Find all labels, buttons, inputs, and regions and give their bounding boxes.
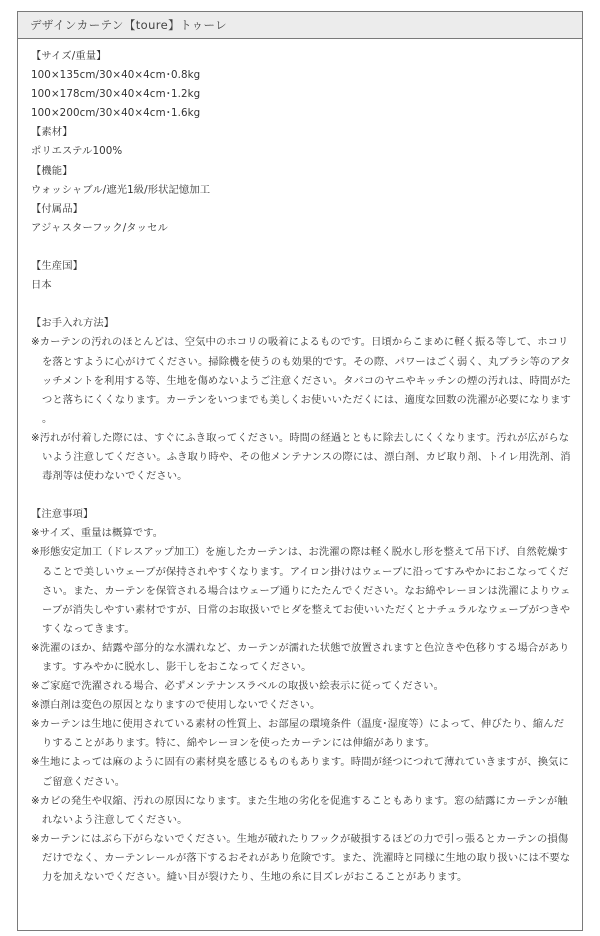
origin-heading: 【生産国】 [31, 260, 83, 273]
origin-value: 日本 [31, 279, 52, 292]
care-list [31, 333, 572, 486]
care-item: ※カーテンの汚れのほとんどは、空気中のホコリの吸着によるものです。日頃からこまめに軽く振る等して、ホコリを落とすように心がけてください。掃除機を使うのも効果的です。その際、パワーはごく弱く、丸ブラシ等のアタッチメントを利用する等、生地を傷めないようご注意ください。タバコのヤニやキッチンの煙の汚れは、時間がたつと落ちにくくなります。カーテンをいつまでも美しくお使いいただくには、適度な回数の洗濯が必要になります。 [31, 336, 572, 425]
care-item: ※汚れが付着した際には、すぐにふき取ってください。時間の経過とともに除去しにくくなります。汚れが広がらないよう注意してください。ふき取り時や、その他メンテナンスの際には、漂白剤、カビ取り剤、トイレ用洗剤、消毒剤等は使わないでください。 [31, 431, 571, 483]
product-details [18, 39, 582, 887]
spacer [31, 295, 572, 314]
accessory-heading: 【付属品】 [31, 202, 83, 215]
care-heading: 【お手入れ方法】 [31, 317, 115, 330]
caution-item: ※カーテンにはぶら下がらないでください。生地が破れたりフックが破損するほどの力で引っ張るとカーテンの損傷だけでなく、カーテンレールが落下するおそれがあり危険です。また、洗濯時と同様に生地の取り扱いには不要な力を加えないでください。縫い目が裂けたり、生地の糸に目ズレがおこることがあります。 [31, 832, 571, 884]
caution-item: ※サイズ、重量は概算です。 [31, 527, 164, 540]
material-heading: 【素材】 [31, 126, 73, 139]
caution-item: ※ご家庭で洗濯される場合、必ずメンテナンスラベルの取扱い絵表示に従ってください。 [31, 680, 444, 693]
material-value: ポリエステル100% [31, 145, 123, 158]
spacer [31, 486, 572, 505]
caution-item: ※形態安定加工（ドレスアップ加工）を施したカーテンは、お洗濯の際は軽く脱水し形を整えて吊下げ、自然乾燥することで美しいウェーブが保持されやすくなります。アイロン掛けはウェーブに沿ってすみやかにおこなってください。また、カーテンを保管される場合はウェーブ通りにたたんでください。なお綿やレーヨンは洗濯によりウェーブが消失しやすい素材ですが、日常のお取扱いでヒダを整えてお使いいただくとナチュラルなウェーブがつきやすくなってきます。 [31, 546, 571, 635]
cautions-list [31, 524, 572, 887]
function-value: ウォッシャブル/遮光1級/形状記憶加工 [31, 183, 211, 196]
product-title-bar [18, 12, 582, 39]
size-line: 100×200cm/30×40×4cm･1.6kg [31, 107, 201, 120]
accessory-value: アジャスターフック/タッセル [31, 221, 168, 234]
caution-item: ※生地によっては麻のように固有の素材臭を感じるものもあります。時間が経つにつれて薄れていきますが、換気にご留意ください。 [31, 756, 569, 788]
caution-item: ※漂白剤は変色の原因となりますので使用しないでください。 [31, 699, 321, 712]
size-line: 100×135cm/30×40×4cm･0.8kg [31, 69, 201, 82]
caution-item: ※洗濯のほか、結露や部分的な水濡れなど、カーテンが濡れた状態で放置されますと色泣きや色移りする場合があります。すみやかに脱水し、影干しをおこなってください。 [31, 641, 570, 673]
product-info-panel [17, 11, 583, 931]
size-line: 100×178cm/30×40×4cm･1.2kg [31, 88, 201, 101]
size-heading: 【サイズ/重量】 [31, 50, 107, 62]
caution-item: ※カーテンは生地に使用されている素材の性質上、お部屋の環境条件（温度･湿度等）によって、伸びたり、縮んだりすることがあります。特に、綿やレーヨンを使ったカーテンには伸縮があります。 [31, 718, 565, 750]
caution-item: ※カビの発生や収縮、汚れの原因になります。また生地の劣化を促進することもあります。窓の結露にカーテンが触れないよう注意してください。 [31, 794, 568, 826]
cautions-heading: 【注意事項】 [31, 508, 94, 521]
function-heading: 【機能】 [31, 164, 73, 177]
spacer [31, 238, 572, 257]
product-title: デザインカーテン【toure】トゥーレ [30, 18, 228, 32]
